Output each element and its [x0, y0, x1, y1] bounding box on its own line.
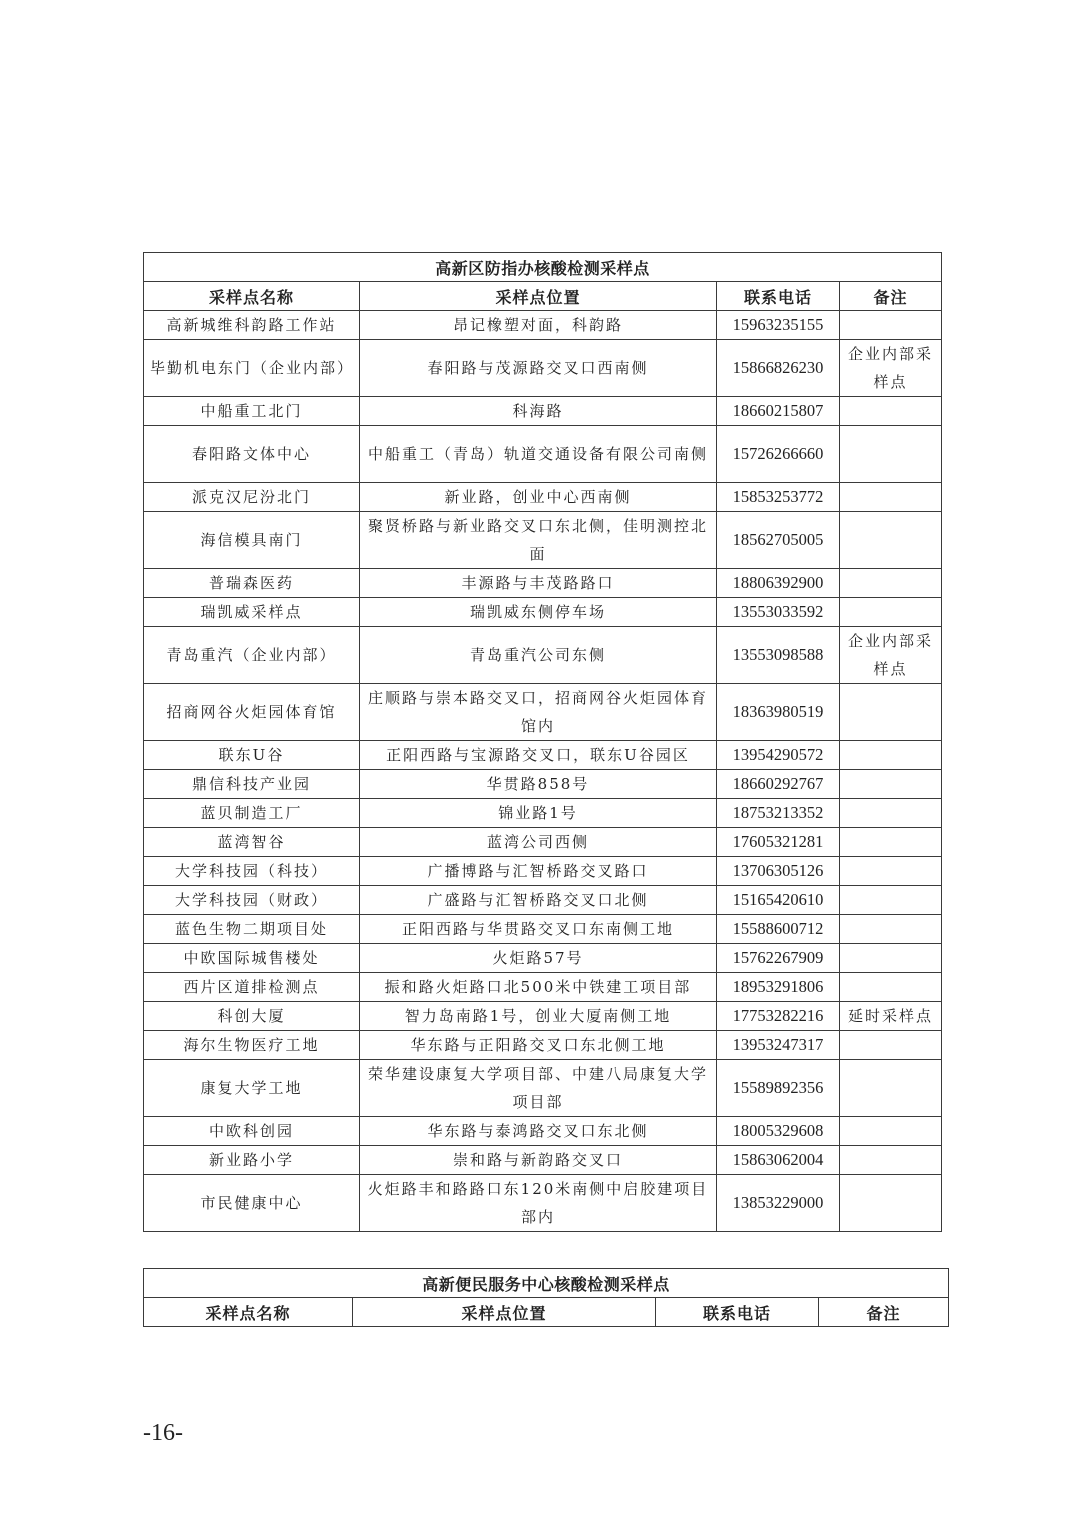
cell-name: 蓝湾智谷 — [144, 828, 360, 857]
cell-note — [840, 770, 942, 799]
cell-name: 市民健康中心 — [144, 1175, 360, 1232]
cell-note — [840, 828, 942, 857]
cell-note — [840, 1117, 942, 1146]
cell-name: 中欧科创园 — [144, 1117, 360, 1146]
cell-location: 新业路，创业中心西南侧 — [360, 483, 717, 512]
cell-name: 大学科技园（科技） — [144, 857, 360, 886]
table-row — [144, 857, 942, 886]
cell-note — [840, 944, 942, 973]
cell-phone: 15853253772 — [717, 483, 840, 512]
table-row — [144, 1175, 942, 1232]
table-row — [144, 1146, 942, 1175]
cell-location: 火炬路57号 — [360, 944, 717, 973]
cell-name: 西片区道排检测点 — [144, 973, 360, 1002]
cell-note — [840, 397, 942, 426]
column-header-location: 采样点位置 — [360, 282, 717, 311]
table-title: 高新便民服务中心核酸检测采样点 — [144, 1269, 949, 1298]
cell-location: 正阳西路与宝源路交叉口，联东U谷园区 — [360, 741, 717, 770]
cell-phone: 17605321281 — [717, 828, 840, 857]
cell-phone: 15863062004 — [717, 1146, 840, 1175]
cell-note — [840, 1175, 942, 1232]
cell-note — [840, 1031, 942, 1060]
cell-phone: 15165420610 — [717, 886, 840, 915]
cell-phone: 13953247317 — [717, 1031, 840, 1060]
cell-phone: 17753282216 — [717, 1002, 840, 1031]
column-header-phone: 联系电话 — [656, 1298, 819, 1327]
cell-note — [840, 799, 942, 828]
cell-note: 企业内部采样点 — [840, 340, 942, 397]
cell-note — [840, 311, 942, 340]
table-row — [144, 915, 942, 944]
cell-note: 企业内部采样点 — [840, 627, 942, 684]
table-row — [144, 512, 942, 569]
table-row — [144, 799, 942, 828]
cell-name: 青岛重汽（企业内部） — [144, 627, 360, 684]
cell-phone: 15963235155 — [717, 311, 840, 340]
table-row — [144, 483, 942, 512]
table-title: 高新区防指办核酸检测采样点 — [144, 253, 942, 282]
cell-location: 春阳路与茂源路交叉口西南侧 — [360, 340, 717, 397]
table-row — [144, 684, 942, 741]
cell-name: 瑞凯威采样点 — [144, 598, 360, 627]
cell-phone: 15589892356 — [717, 1060, 840, 1117]
table-row — [144, 1117, 942, 1146]
page-number: -16- — [143, 1420, 183, 1446]
cell-name: 康复大学工地 — [144, 1060, 360, 1117]
cell-name: 海尔生物医疗工地 — [144, 1031, 360, 1060]
cell-phone: 13553098588 — [717, 627, 840, 684]
cell-name: 科创大厦 — [144, 1002, 360, 1031]
cell-name: 高新城维科韵路工作站 — [144, 311, 360, 340]
cell-location: 荣华建设康复大学项目部、中建八局康复大学项目部 — [360, 1060, 717, 1117]
column-header-note: 备注 — [840, 282, 942, 311]
cell-note — [840, 915, 942, 944]
cell-location: 蓝湾公司西侧 — [360, 828, 717, 857]
cell-location: 火炬路丰和路路口东120米南侧中启胶建项目部内 — [360, 1175, 717, 1232]
cell-note — [840, 1060, 942, 1117]
cell-note — [840, 483, 942, 512]
cell-location: 广盛路与汇智桥路交叉口北侧 — [360, 886, 717, 915]
cell-location: 青岛重汽公司东侧 — [360, 627, 717, 684]
table-row — [144, 886, 942, 915]
cell-phone: 13706305126 — [717, 857, 840, 886]
cell-name: 中船重工北门 — [144, 397, 360, 426]
cell-name: 普瑞森医药 — [144, 569, 360, 598]
table-row — [144, 1060, 942, 1117]
cell-name: 招商网谷火炬园体育馆 — [144, 684, 360, 741]
cell-note — [840, 426, 942, 483]
cell-location: 正阳西路与华贯路交叉口东南侧工地 — [360, 915, 717, 944]
cell-location: 广播博路与汇智桥路交叉路口 — [360, 857, 717, 886]
cell-name: 新业路小学 — [144, 1146, 360, 1175]
cell-location: 华贯路858号 — [360, 770, 717, 799]
table-row — [144, 397, 942, 426]
cell-phone: 13954290572 — [717, 741, 840, 770]
cell-location: 中船重工（青岛）轨道交通设备有限公司南侧 — [360, 426, 717, 483]
cell-note — [840, 684, 942, 741]
cell-name: 鼎信科技产业园 — [144, 770, 360, 799]
cell-phone: 15762267909 — [717, 944, 840, 973]
table-row — [144, 598, 942, 627]
cell-location: 智力岛南路1号，创业大厦南侧工地 — [360, 1002, 717, 1031]
sampling-points-table-hightech — [143, 252, 942, 1232]
cell-name: 联东U谷 — [144, 741, 360, 770]
cell-note — [840, 741, 942, 770]
cell-location: 庄顺路与崇本路交叉口，招商网谷火炬园体育馆内 — [360, 684, 717, 741]
cell-name: 中欧国际城售楼处 — [144, 944, 360, 973]
cell-location: 昂记橡塑对面，科韵路 — [360, 311, 717, 340]
cell-note: 延时采样点 — [840, 1002, 942, 1031]
table-row — [144, 944, 942, 973]
cell-location: 瑞凯威东侧停车场 — [360, 598, 717, 627]
table-row — [144, 973, 942, 1002]
column-header-note: 备注 — [819, 1298, 949, 1327]
cell-name: 春阳路文体中心 — [144, 426, 360, 483]
cell-location: 聚贤桥路与新业路交叉口东北侧，佳明测控北面 — [360, 512, 717, 569]
cell-phone: 18660215807 — [717, 397, 840, 426]
cell-phone: 18806392900 — [717, 569, 840, 598]
cell-phone: 18363980519 — [717, 684, 840, 741]
column-header-name: 采样点名称 — [144, 282, 360, 311]
cell-location: 锦业路1号 — [360, 799, 717, 828]
table-row — [144, 1031, 942, 1060]
cell-phone: 15866826230 — [717, 340, 840, 397]
cell-name: 毕勤机电东门（企业内部） — [144, 340, 360, 397]
table-row — [144, 569, 942, 598]
cell-note — [840, 886, 942, 915]
sampling-points-table-service-center — [143, 1268, 949, 1327]
cell-location: 振和路火炬路口北500米中铁建工项目部 — [360, 973, 717, 1002]
cell-location: 华东路与泰鸿路交叉口东北侧 — [360, 1117, 717, 1146]
cell-name: 派克汉尼汾北门 — [144, 483, 360, 512]
cell-phone: 18953291806 — [717, 973, 840, 1002]
cell-name: 大学科技园（财政） — [144, 886, 360, 915]
cell-name: 蓝色生物二期项目处 — [144, 915, 360, 944]
cell-phone: 15588600712 — [717, 915, 840, 944]
cell-phone: 13853229000 — [717, 1175, 840, 1232]
table-row — [144, 311, 942, 340]
cell-phone: 18660292767 — [717, 770, 840, 799]
table-header-row — [144, 1298, 949, 1327]
cell-phone: 18753213352 — [717, 799, 840, 828]
table-row — [144, 741, 942, 770]
cell-note — [840, 569, 942, 598]
table-row — [144, 627, 942, 684]
column-header-name: 采样点名称 — [144, 1298, 353, 1327]
cell-location: 科海路 — [360, 397, 717, 426]
cell-location: 华东路与正阳路交叉口东北侧工地 — [360, 1031, 717, 1060]
cell-phone: 18562705005 — [717, 512, 840, 569]
table-row — [144, 770, 942, 799]
cell-note — [840, 598, 942, 627]
cell-note — [840, 857, 942, 886]
cell-location: 丰源路与丰茂路路口 — [360, 569, 717, 598]
cell-phone: 18005329608 — [717, 1117, 840, 1146]
cell-name: 海信模具南门 — [144, 512, 360, 569]
table-row — [144, 1002, 942, 1031]
table-row — [144, 426, 942, 483]
cell-phone: 13553033592 — [717, 598, 840, 627]
column-header-location: 采样点位置 — [353, 1298, 656, 1327]
cell-phone: 15726266660 — [717, 426, 840, 483]
cell-note — [840, 973, 942, 1002]
cell-name: 蓝贝制造工厂 — [144, 799, 360, 828]
cell-note — [840, 1146, 942, 1175]
cell-note — [840, 512, 942, 569]
table-header-row — [144, 282, 942, 311]
cell-location: 崇和路与新韵路交叉口 — [360, 1146, 717, 1175]
table-row — [144, 828, 942, 857]
table-row — [144, 340, 942, 397]
column-header-phone: 联系电话 — [717, 282, 840, 311]
